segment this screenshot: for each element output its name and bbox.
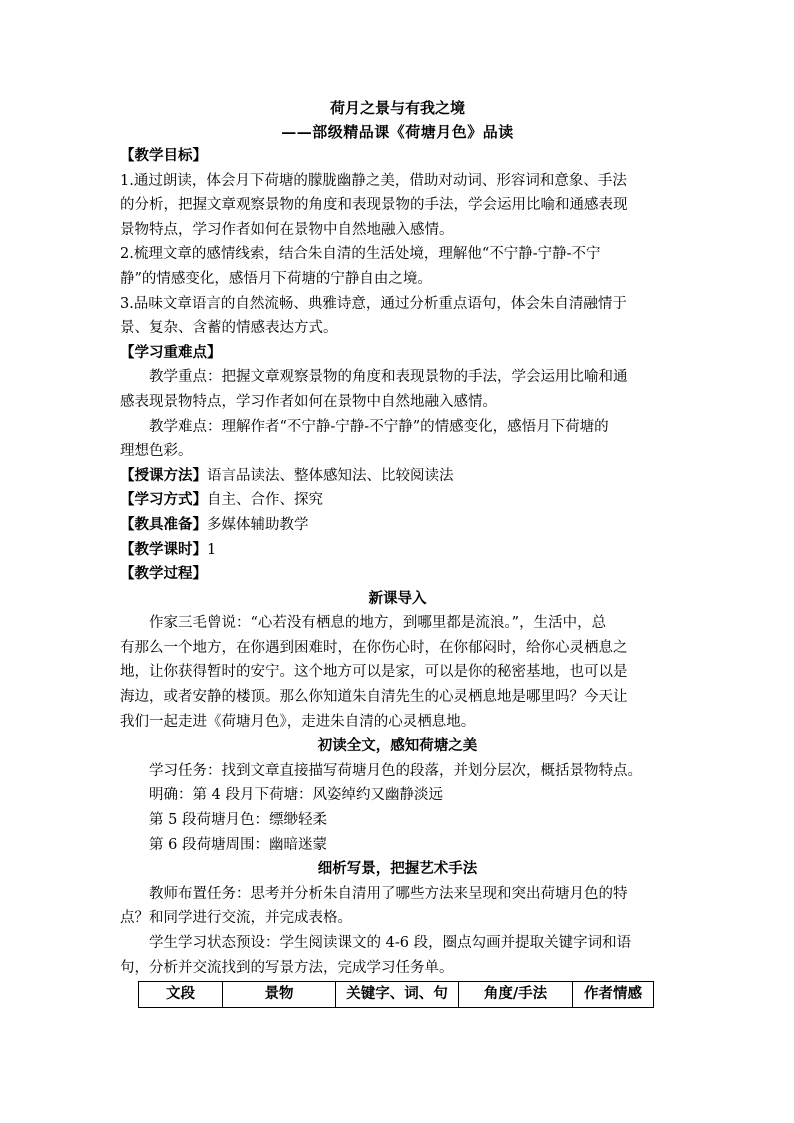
section1-line: 明确：第 4 段月下荷塘：风姿绰约又幽静淡远 (149, 787, 443, 804)
table-header-scenery: 景物 (223, 982, 336, 1008)
document-subtitle: ——部级精品课《荷塘月色》品读 (281, 123, 514, 141)
document-page (120, 96, 675, 1008)
focus-line: 感表现景物特点，学习作者如何在景物中自然地融入感情。 (120, 393, 497, 410)
difficulty-line: 教学难点：理解作者“不宁静-宁静-不宁静”的情感变化，感悟月下荷塘的 (149, 418, 609, 435)
objective-line: 2.梳理文章的感情线索，结合朱自清的生活处境，理解他“不宁静-宁静-不宁 (120, 246, 601, 263)
hours-value: 1 (207, 541, 217, 558)
method-value: 语言品读法、整体感知法、比较阅读法 (207, 467, 454, 484)
key-points-heading: 【学习重难点】 (120, 343, 222, 361)
intro-line: 地，让你获得暂时的安宁。这个地方可以是家，可以是你的秘密基地，也可以是 (120, 664, 628, 681)
section2-task-line: 教师布置任务：思考并分析朱自清用了哪些方法来呈现和突出荷塘月色的特 (149, 885, 628, 902)
task-table (138, 981, 654, 1008)
tools-label: 【教具准备】 (120, 515, 207, 533)
section2-preview-line: 句，分析并交流找到的写景方法，完成学习任务单。 (120, 959, 454, 976)
table-header-emotion: 作者情感 (573, 982, 654, 1008)
section2-task-line: 点？和同学进行交流，并完成表格。 (120, 910, 352, 927)
section2-preview-line: 学生学习状态预设：学生阅读课文的 4-6 段，圈点勾画并提取关键字词和语 (149, 935, 632, 951)
process-heading: 【教学过程】 (120, 565, 207, 583)
task-table-header-row (139, 982, 654, 1008)
objective-line: 1.通过朗读，体会月下荷塘的朦胧幽静之美，借助对动词、形容词和意象、手法 (120, 172, 627, 189)
objective-line: 景、复杂、含蓄的情感表达方式。 (120, 320, 338, 337)
objective-line: 景物特点，学习作者如何在景物中自然地融入感情。 (120, 221, 454, 238)
intro-line: 海边，或者安静的楼顶。那么你知道朱自清先生的心灵栖息地是哪里吗？今天让 (120, 689, 628, 706)
intro-line: 我们一起走进《荷塘月色》，走进朱自清的心灵栖息地。 (120, 713, 476, 730)
section1-line: 第 5 段荷塘月色：缥缈轻柔 (149, 812, 327, 829)
intro-heading: 新课导入 (368, 589, 427, 607)
difficulty-line: 理想色彩。 (120, 443, 193, 460)
objectives-heading: 【教学目标】 (120, 147, 207, 164)
tools-row (120, 513, 675, 538)
method-label: 【授课方法】 (120, 466, 207, 484)
tools-value: 多媒体辅助教学 (207, 516, 309, 533)
table-header-technique: 角度/手法 (459, 982, 573, 1008)
objective-line: 静”的情感变化，感悟月下荷塘的宁静自由之境。 (120, 270, 432, 287)
intro-line: 作家三毛曾说：“心若没有栖息的地方，到哪里都是流浪。”，生活中，总 (149, 615, 607, 632)
table-header-keywords: 关键字、词、句 (336, 982, 459, 1008)
section2-heading: 细析写景，把握艺术手法 (317, 860, 478, 878)
objective-line: 3.品味文章语言的自然流畅、典雅诗意，通过分析重点语句，体会朱自清融情于 (120, 295, 627, 312)
method-row (120, 464, 675, 489)
section1-line: 学习任务：找到文章直接描写荷塘月色的段落，并划分层次，概括景物特点。 (149, 762, 642, 779)
section1-heading: 初读全文，感知荷塘之美 (317, 737, 478, 755)
learning-label: 【学习方式】 (120, 491, 207, 509)
learning-value: 自主、合作、探究 (207, 492, 323, 509)
hours-label: 【教学课时】 (120, 540, 207, 558)
objective-line: 的分析，把握文章观察景物的角度和表现景物的手法，学会运用比喻和通感表现 (120, 197, 628, 214)
document-title: 荷月之景与有我之境 (329, 99, 465, 117)
section1-line: 第 6 段荷塘周围：幽暗迷蒙 (149, 836, 327, 853)
hours-row (120, 538, 675, 563)
table-header-paragraph: 文段 (139, 982, 223, 1008)
learning-row (120, 488, 675, 513)
focus-line: 教学重点：把握文章观察景物的角度和表现景物的手法，学会运用比喻和通 (149, 369, 628, 386)
intro-line: 有那么一个地方，在你遇到困难时，在你伤心时，在你郁闷时，给你心灵栖息之 (120, 639, 628, 656)
